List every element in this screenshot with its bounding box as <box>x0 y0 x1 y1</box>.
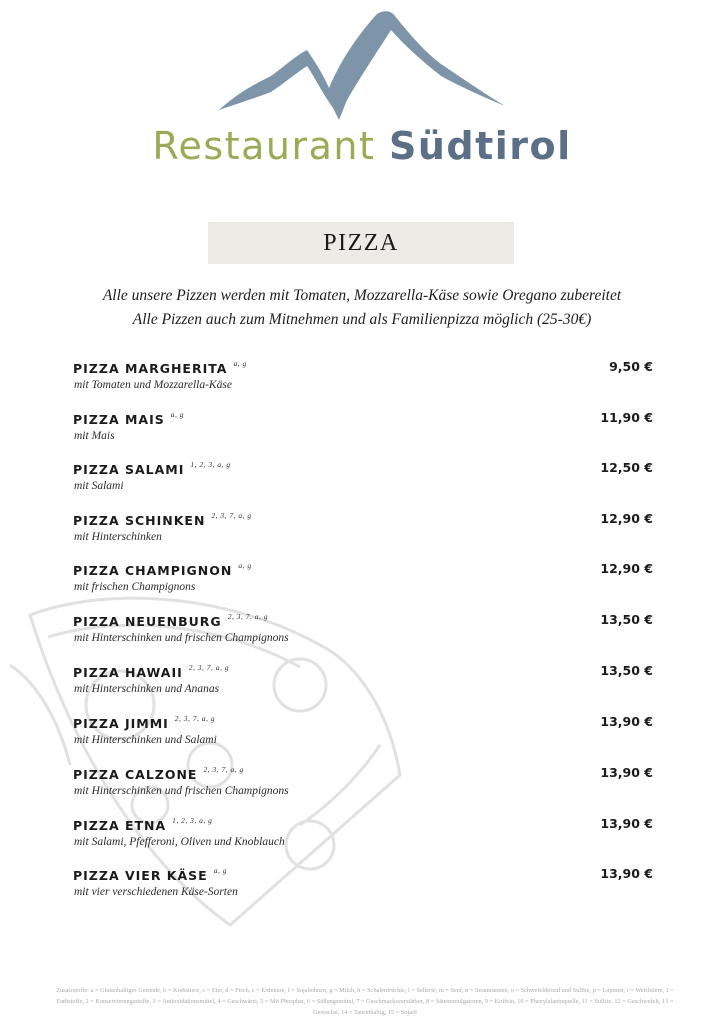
item-name-wrap <box>73 511 252 528</box>
item-price: 12,50 € <box>600 460 653 475</box>
item-name: PIZZA SALAMI <box>73 462 185 477</box>
item-description: mit Hinterschinken <box>74 531 162 543</box>
item-allergens: a, g <box>238 561 252 570</box>
item-description: mit frischen Champignons <box>74 581 196 593</box>
item-name: PIZZA CALZONE <box>73 767 198 782</box>
item-name-wrap <box>73 663 229 680</box>
menu-item <box>73 557 653 601</box>
item-description: mit Salami <box>74 480 124 492</box>
item-description: mit Hinterschinken und Salami <box>74 734 217 746</box>
item-name-wrap <box>73 359 247 376</box>
item-price: 13,50 € <box>600 663 653 678</box>
menu-item <box>73 710 653 754</box>
item-name: PIZZA MAIS <box>73 412 165 427</box>
brand-word-suedtirol: Südtirol <box>388 124 572 168</box>
item-description: mit vier verschiedenen Käse-Sorten <box>74 886 238 898</box>
intro-line-1: Alle unsere Pizzen werden mit Tomaten, Mozzarella-Käse sowie Oregano zubereitet <box>102 287 622 304</box>
item-price: 11,90 € <box>600 410 653 425</box>
item-price: 13,90 € <box>600 765 653 780</box>
intro-line-2: Alle Pizzen auch zum Mitnehmen und als Familienpizza möglich (25-30€) <box>132 311 592 328</box>
item-description: mit Hinterschinken und frischen Champignons <box>74 785 289 797</box>
mountain-icon <box>215 8 515 133</box>
item-allergens: 2, 3, 7, a, g <box>227 612 268 621</box>
brand-word-restaurant: Restaurant <box>152 124 376 168</box>
restaurant-name <box>0 124 724 168</box>
item-description: mit Salami, Pfefferoni, Oliven und Knoblauch <box>74 836 285 848</box>
item-name: PIZZA VIER KÄSE <box>73 868 208 883</box>
item-name-wrap <box>73 816 212 833</box>
menu-item <box>73 406 653 450</box>
item-allergens: 1, 2, 3, a, g <box>172 816 213 825</box>
section-title: PIZZA <box>208 222 514 264</box>
item-price: 13,90 € <box>600 816 653 831</box>
item-name-wrap <box>73 612 268 629</box>
menu-item <box>73 355 653 399</box>
logo <box>0 0 724 180</box>
menu-item <box>73 507 653 551</box>
allergen-footnote: Zusatzstoffe: a = Glutenhaltiges Getreide, b = Krebstiere, c = Eier, d = Fisch, e = Erdnüsse, f = Sojabohnen, g = Milch, h = Schalenfrüchte, l = Sellerie, m = Senf, n = Sesamsamen, o = Schwefeldioxid und Sulfite, p = Lupinen, r = Weichtiere, 1 = Farbstoffe, 2 = Konservierungsstoffe, 3 = Antioxidationsmittel, 4 = Geschwärzt, 5 = Mit Phosphat, 6 = Süßungsmittel, 7 = Geschmacksverstärker, 8 = Säureemulgatoren, 9 = Koffein, 10 = Phenylalaninquelle, 11 = Sulfite, 12 = Geschwefelt, 13 = Gewachst, 14 = Taurinhaltig, 15 = Sojaöl <box>56 987 674 1016</box>
menu-item <box>73 761 653 805</box>
item-name-wrap <box>73 714 215 731</box>
item-description: mit Hinterschinken und frischen Champignons <box>74 632 289 644</box>
item-allergens: 2, 3, 7, a, g <box>203 765 244 774</box>
item-allergens: 2, 3, 7, a, g <box>211 511 252 520</box>
item-allergens: a, g <box>170 410 184 419</box>
item-description: mit Tomaten und Mozzarella-Käse <box>74 379 232 391</box>
item-price: 12,90 € <box>600 511 653 526</box>
item-allergens: a, g <box>233 359 247 368</box>
item-name: PIZZA MARGHERITA <box>73 361 228 376</box>
item-name-wrap <box>73 410 184 427</box>
item-price: 13,90 € <box>600 714 653 729</box>
item-price: 12,90 € <box>600 561 653 576</box>
menu-item <box>73 659 653 703</box>
menu-item <box>73 608 653 652</box>
item-allergens: a, g <box>213 866 227 875</box>
item-allergens: 1, 2, 3, a, g <box>190 460 231 469</box>
item-name: PIZZA JIMMI <box>73 716 169 731</box>
menu-item <box>73 456 653 500</box>
menu-item <box>73 862 653 906</box>
menu-item <box>73 812 653 856</box>
item-name: PIZZA ETNA <box>73 818 167 833</box>
item-name: PIZZA NEUENBURG <box>73 614 222 629</box>
item-name-wrap <box>73 561 252 578</box>
item-name: PIZZA HAWAII <box>73 665 183 680</box>
item-name-wrap <box>73 765 244 782</box>
item-name: PIZZA CHAMPIGNON <box>73 563 233 578</box>
item-description: mit Hinterschinken und Ananas <box>74 683 220 695</box>
item-description: mit Mais <box>74 430 115 442</box>
item-name-wrap <box>73 460 231 477</box>
item-allergens: 2, 3, 7, a, g <box>174 714 216 723</box>
item-price: 13,50 € <box>600 612 653 627</box>
item-price: 13,90 € <box>600 866 653 881</box>
item-price: 9,50 € <box>609 359 653 374</box>
item-allergens: 2, 3, 7, a, g <box>188 663 229 672</box>
item-name: PIZZA SCHINKEN <box>73 513 206 528</box>
intro-text <box>0 284 724 332</box>
item-name-wrap <box>73 866 227 883</box>
